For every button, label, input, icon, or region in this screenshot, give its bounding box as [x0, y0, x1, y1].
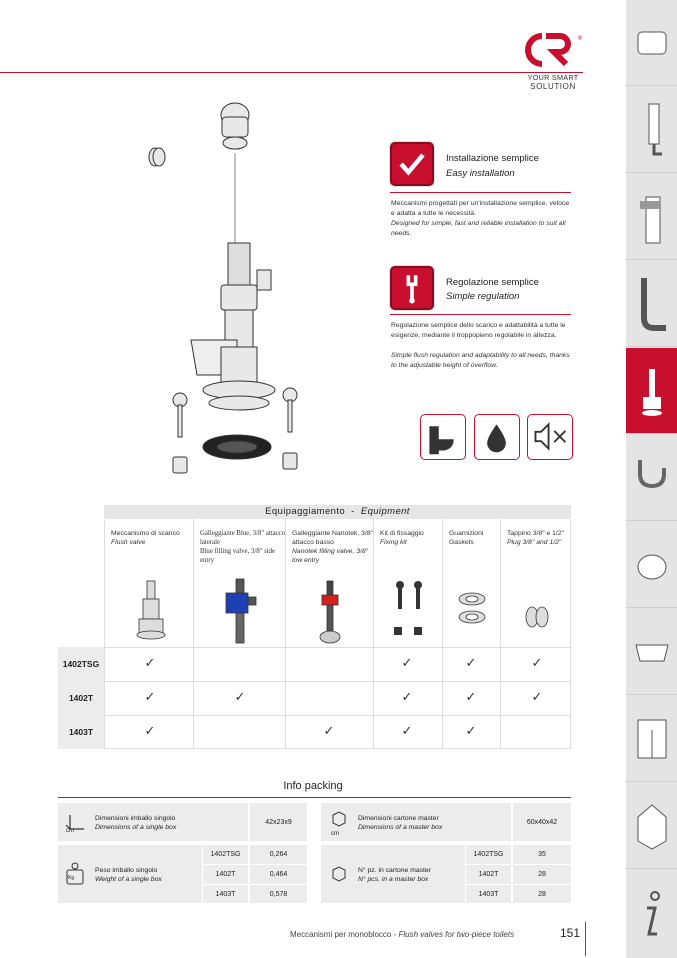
header-rule	[0, 72, 583, 73]
flush-valve-exploded-drawing	[125, 95, 315, 485]
master-box-label: Dimensioni cartone master	[358, 815, 439, 822]
equipment-header: Equipaggiamento - Equipment	[104, 505, 571, 519]
feature-2-title-en: Simple regulation	[446, 291, 520, 302]
blue-filling-valve-thumb	[220, 577, 260, 647]
equipment-col	[442, 519, 500, 748]
sidebar-tab-filling-valve[interactable]	[626, 174, 677, 260]
col-name-en: Fixing kit	[380, 539, 407, 546]
info-icon	[637, 888, 667, 938]
feature-1-desc-en: Designed for simple, fast and reliable installation to suit all needs.	[391, 220, 566, 237]
equipment-col	[104, 519, 193, 748]
master-box-label-en: Dimensions of a master box	[358, 824, 443, 831]
row-code: 1403T	[58, 715, 104, 749]
check-mark: ✓	[531, 689, 543, 704]
feature-1-title-en: Easy installation	[446, 168, 515, 179]
weight-code: 1402T	[203, 865, 248, 884]
pieces-value: 28	[513, 865, 571, 884]
weight-box	[58, 845, 202, 903]
feature-2-desc-en: Simple flush regulation and adaptability to all needs, thanks to the adjustable height of overflow.	[391, 352, 570, 369]
cabinet-icon	[634, 716, 670, 762]
box-icon	[329, 809, 349, 831]
sidebar-tab-washbasin[interactable]	[626, 609, 677, 695]
kg-unit: Kg	[68, 875, 75, 881]
tagline-line1: YOUR SMART	[527, 73, 579, 82]
equipment-col	[373, 519, 442, 748]
check-mark: ✓	[531, 655, 543, 670]
pieces-code: 1402T	[466, 865, 511, 884]
equipment-col	[285, 519, 373, 748]
equipment-title-en: Equipment	[360, 506, 410, 517]
footer-en: Flush valves for two-piece toilets	[398, 930, 515, 939]
weight-value: 0,264	[250, 845, 307, 864]
col-name: Tappino 3/8" e 1/2"	[507, 530, 564, 537]
category-sidebar	[626, 0, 677, 958]
single-box-label: Dimensioni imballo singolo	[95, 815, 176, 822]
col-name-en: Nanotek filling valve, 3/8" low entry	[292, 548, 369, 564]
sidebar-tab-shower[interactable]	[626, 783, 677, 869]
weight-code: 1403T	[203, 885, 248, 903]
footer-it: Meccanismi per monoblocco -	[290, 930, 399, 939]
equipment-col	[500, 519, 571, 748]
svg-text:®: ®	[577, 35, 583, 42]
table-rule	[104, 748, 571, 749]
feature-1-title: Installazione semplice	[446, 153, 539, 164]
check-mark: ✓	[465, 723, 477, 738]
weight-label-en: Weight of a single box	[95, 876, 162, 883]
weight-value: 0,464	[250, 865, 307, 884]
col-name: Kit di fissaggio	[380, 530, 424, 537]
washbasin-icon	[632, 635, 672, 669]
pieces-value: 35	[513, 845, 571, 864]
single-box-label-en: Dimensions of a single box	[95, 824, 177, 831]
sidebar-tab-cistern[interactable]	[626, 0, 677, 86]
col-name-en: Blue filling valve, 3/8" side entry	[200, 548, 276, 564]
table-rule	[104, 681, 571, 682]
table-rule	[104, 647, 571, 648]
info-packing-rule	[58, 797, 571, 798]
silent-icon	[527, 414, 573, 460]
col-name: Galleggiante Blue, 3/8" attacco laterale	[200, 530, 286, 546]
check-mark: ✓	[234, 689, 246, 704]
feature-2-title: Regolazione semplice	[446, 277, 539, 288]
check-mark: ✓	[144, 689, 156, 704]
col-name-en: Gaskets	[449, 539, 474, 546]
pieces-value: 28	[513, 885, 571, 903]
footer-text	[290, 930, 514, 939]
shower-icon	[634, 801, 670, 851]
check-mark: ✓	[465, 655, 477, 670]
info-packing-title: Info packing	[283, 780, 343, 792]
check-mark: ✓	[144, 723, 156, 738]
table-rule	[104, 715, 571, 716]
cistern-icon	[635, 28, 669, 58]
master-box-value: 60x40x42	[513, 803, 571, 841]
sidebar-tab-flush-pipe[interactable]	[626, 261, 677, 347]
equipment-table	[104, 505, 571, 748]
col-name-en: Flush valve	[111, 539, 146, 546]
sidebar-tab-cabinet[interactable]	[626, 696, 677, 782]
master-box-dims	[321, 803, 511, 841]
col-name: Galleggiante Nanotek, 3/8" attacco basso	[292, 530, 374, 546]
feature-2-rule	[390, 314, 571, 315]
filling-valve-icon	[632, 187, 672, 247]
row-code: 1402TSG	[58, 647, 104, 681]
sidebar-tab-flush-valve[interactable]	[626, 348, 677, 434]
equipment-col	[193, 519, 285, 748]
col-name: Meccanismo di scarico	[111, 530, 180, 537]
toilet-seat-icon	[632, 545, 672, 585]
feature-1-desc: Meccanismi progettati per un'installazione semplice, veloce e adatta a tutte le necessità.	[391, 200, 570, 217]
weight-icon	[64, 861, 86, 887]
tagline-line2: SOLUTION	[530, 82, 576, 91]
pieces-box	[321, 845, 465, 903]
check-mark: ✓	[401, 723, 413, 738]
check-mark: ✓	[465, 689, 477, 704]
single-box-value: 42x23x9	[250, 803, 307, 841]
weight-value: 0,578	[250, 885, 307, 903]
pieces-label-en: N° pcs. in a master box	[358, 876, 429, 883]
feature-1-rule	[390, 192, 571, 193]
cm-unit: cm	[331, 831, 339, 837]
feature-2-desc: Regolazione semplice dello scarico e adattabilità a tutte le esigenze, mediante il troppopieno regolabile in altezza.	[391, 322, 566, 339]
water-drop-icon	[474, 414, 520, 460]
nanotek-filling-valve-thumb	[310, 579, 350, 649]
sidebar-tab-toilet-seat[interactable]	[626, 522, 677, 608]
row-code: 1402T	[58, 681, 104, 715]
pipe-cistern-icon	[635, 100, 669, 160]
plug-thumb	[523, 605, 551, 629]
check-mark: ✓	[144, 655, 156, 670]
pieces-label: N° pz. in cartone master	[358, 867, 431, 874]
col-name-en: Plug 3/8" and 1/2"	[507, 539, 562, 546]
page-number: 151	[560, 926, 581, 940]
single-box-dims	[58, 803, 248, 841]
cm-unit: cm	[66, 828, 74, 834]
box-icon	[329, 864, 349, 886]
flush-valve-thumb	[131, 579, 171, 645]
sidebar-tab-info[interactable]	[626, 870, 677, 956]
cr-logo	[522, 30, 584, 70]
sidebar-tab-pipe-cistern[interactable]	[626, 87, 677, 173]
wrench-icon	[390, 266, 434, 310]
flush-pipe-icon	[632, 274, 672, 334]
weight-code: 1402TSG	[203, 845, 248, 864]
check-mark: ✓	[401, 655, 413, 670]
checkmark-icon	[390, 142, 434, 186]
pieces-code: 1402TSG	[466, 845, 511, 864]
sidebar-tab-siphon[interactable]	[626, 435, 677, 521]
siphon-icon	[632, 456, 672, 500]
weight-label: Peso imballo singolo	[95, 867, 158, 874]
gaskets-thumb	[455, 585, 489, 635]
footer-rule	[585, 922, 586, 956]
check-mark: ✓	[323, 723, 335, 738]
equipment-title: Equipaggiamento	[265, 506, 346, 517]
pieces-code: 1403T	[466, 885, 511, 903]
toilet-icon	[420, 414, 466, 460]
fixing-kit-thumb	[388, 579, 432, 643]
col-name: Guarnizioni	[449, 530, 484, 537]
flush-valve-icon	[637, 363, 667, 419]
check-mark: ✓	[401, 689, 413, 704]
